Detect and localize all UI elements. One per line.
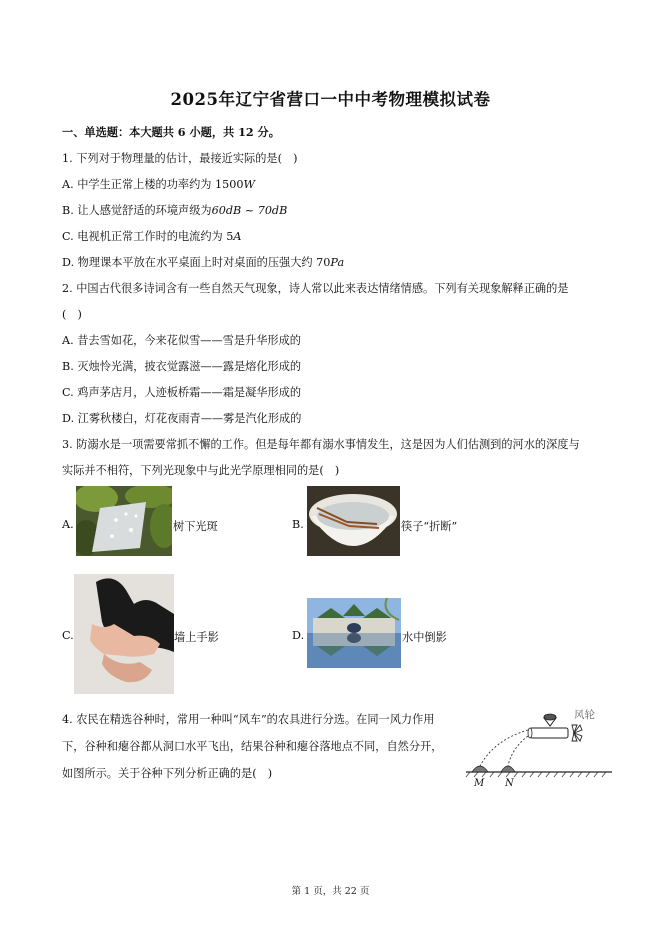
page-title: 2025年辽宁省营口一中中考物理模拟试卷	[170, 90, 491, 109]
section-heading: 一、单选题：本大题共 6 小题，共 12 分。	[62, 125, 280, 139]
q2-option-d: D. 江雾秋楼白，灯花夜雨青——雾是汽化形成的	[62, 412, 302, 425]
q3-option-b-caption: 筷子“折断”	[401, 520, 458, 533]
q2-stem: 2. 中国古代很多诗词含有一些自然天气现象，诗人常以此来表达情绪情感。下列有关现象解释正确的是	[62, 282, 569, 295]
q4-line-2: 下，谷种和瘪谷都从洞口水平飞出，结果谷种和瘪谷落地点不同，自然分开，	[62, 740, 443, 753]
q1-option-c: C. 电视机正常工作时的电流约为 5A	[62, 230, 242, 243]
q2-stem-cont: ( )	[62, 308, 82, 321]
fig-label-n: N	[505, 778, 514, 789]
tree-light-spots-image	[76, 486, 172, 556]
q3-stem-cont: 实际并不相符，下列光现象中与此光学原理相同的是( )	[62, 464, 340, 477]
q3-option-c-label: C.	[62, 629, 74, 642]
page-footer: 第 1 页，共 22 页	[291, 886, 370, 897]
q3-stem: 3. 防溺水是一项需要常抓不懈的工作。但是每年都有溺水事情发生，这是因为人们估测到的河水的深度与	[62, 438, 580, 451]
q3-option-a-label: A.	[62, 518, 74, 531]
q2-option-c: C. 鸡声茅店月，人迹板桥霜——霜是凝华形成的	[62, 386, 302, 399]
q2-option-a: A. 昔去雪如花，今来花似雪——雪是升华形成的	[62, 334, 301, 347]
q2-option-b: B. 灭烛怜光满，披衣觉露滋——露是熔化形成的	[62, 360, 302, 373]
q4-line-3: 如图所示。关于谷种下列分析正确的是( )	[62, 767, 273, 780]
q3-option-d-label: D.	[292, 629, 305, 642]
hand-shadow-image	[74, 574, 174, 694]
q3-option-b-label: B.	[292, 518, 304, 531]
winnowing-diagram	[464, 700, 614, 795]
chopsticks-bowl-image	[307, 486, 400, 556]
fig-label-m: M	[474, 778, 485, 789]
q3-option-d-caption: 水中倒影	[402, 631, 447, 644]
q3-option-c-caption: 墙上手影	[174, 631, 219, 644]
water-reflection-image	[307, 598, 401, 668]
q1-stem: 1. 下列对于物理量的估计，最接近实际的是( )	[62, 152, 298, 165]
q4-line-1: 4. 农民在精选谷种时，常用一种叫“风车”的农具进行分选。在同一风力作用	[62, 713, 435, 726]
q1-option-a: A. 中学生正常上楼的功率约为 1500W	[62, 178, 255, 191]
fig-label-wheel: 风轮	[574, 709, 595, 721]
q1-option-b: B. 让人感觉舒适的环境声级为60dB ~ 70dB	[62, 204, 288, 217]
q1-option-d: D. 物理课本平放在水平桌面上时对桌面的压强大约 70Pa	[62, 256, 345, 269]
q3-option-a-caption: 树下光斑	[173, 520, 218, 533]
